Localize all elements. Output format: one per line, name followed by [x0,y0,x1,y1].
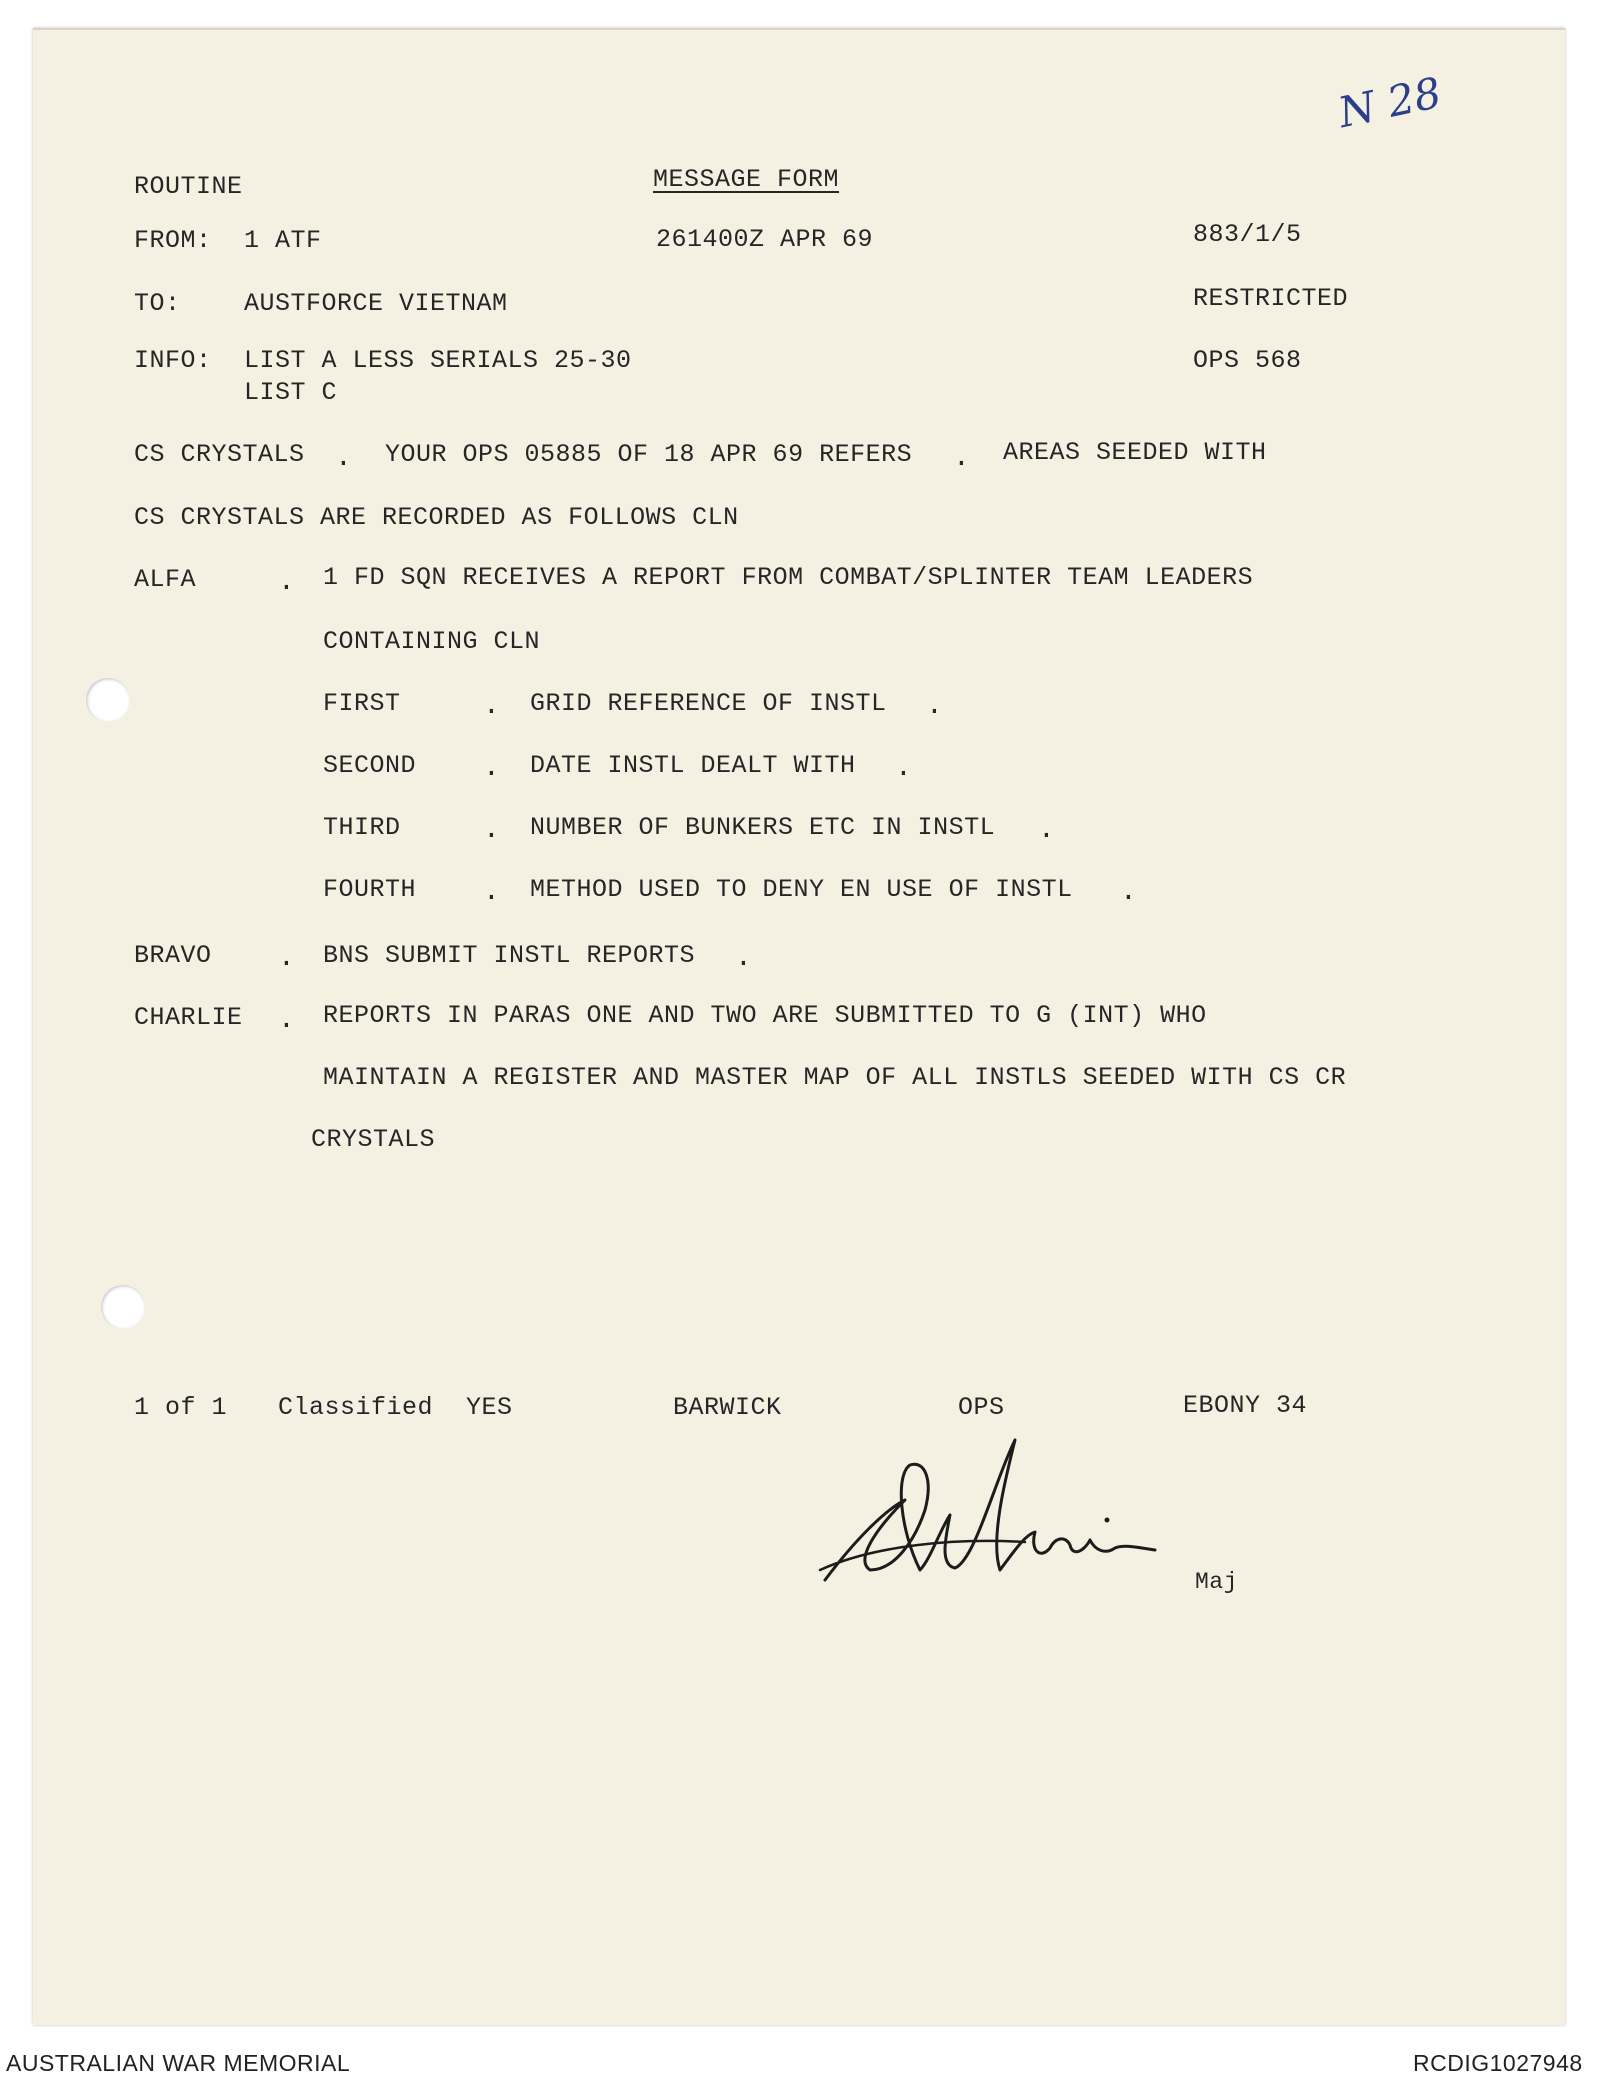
info-label: INFO: [134,346,212,375]
separator-dot: . [1120,877,1137,908]
reference-line: YOUR OPS 05885 OF 18 APR 69 REFERS [385,440,913,469]
separator-dot: . [735,943,752,974]
classified-value: YES [466,1393,513,1422]
item-third-label: THIRD [323,813,401,842]
separator-dot: . [953,443,970,474]
signature [815,1420,1175,1600]
item-third-text: NUMBER OF BUNKERS ETC IN INSTL [530,813,996,842]
separator-dot: . [483,877,500,908]
separator-dot: . [278,567,295,598]
signatory-rank: Maj [1195,1569,1238,1595]
para-bravo-label: BRAVO [134,941,212,970]
para-alfa-line-2: CONTAINING CLN [323,627,541,656]
para-charlie-line-1: REPORTS IN PARAS ONE AND TWO ARE SUBMITTED TO G (INT) WHO [323,1001,1207,1030]
separator-dot: . [335,443,352,474]
para-bravo-text: BNS SUBMIT INSTL REPORTS [323,941,696,970]
to-label: TO: [134,289,181,318]
subject: CS CRYSTALS [134,440,305,469]
info-line-1: LIST A LESS SERIALS 25-30 [244,346,632,375]
separator-dot: . [926,691,943,722]
item-first-text: GRID REFERENCE OF INSTL [530,689,887,718]
item-first-label: FIRST [323,689,401,718]
file-reference: 883/1/5 [1193,220,1302,249]
item-fourth-text: METHOD USED TO DENY EN USE OF INSTL [530,875,1073,904]
page-count: 1 of 1 [134,1393,228,1422]
para-charlie-line-3: CRYSTALS [311,1125,436,1154]
punch-hole [101,1285,145,1329]
item-second-label: SECOND [323,751,417,780]
para-charlie-line-2: MAINTAIN A REGISTER AND MASTER MAP OF ALL INSTLS SEEDED WITH CS CR [323,1063,1347,1092]
para-alfa-label: ALFA [134,565,197,594]
form-title: MESSAGE FORM [653,165,840,194]
item-fourth-label: FOURTH [323,875,417,904]
originator-name: BARWICK [673,1393,782,1422]
classified-label: Classified [278,1393,434,1422]
info-line-2: LIST C [244,378,338,407]
separator-dot: . [483,691,500,722]
separator-dot: . [1038,815,1055,846]
classification: RESTRICTED [1193,284,1349,313]
para-charlie-label: CHARLIE [134,1003,243,1032]
separator-dot: . [483,753,500,784]
archive-catalogue-id: RCDIG1027948 [1413,2050,1583,2076]
intro-line: CS CRYSTALS ARE RECORDED AS FOLLOWS CLN [134,503,739,532]
para-alfa-line-1: 1 FD SQN RECEIVES A REPORT FROM COMBAT/SPLINTER TEAM LEADERS [323,563,1254,592]
punch-hole [86,678,130,722]
separator-dot: . [483,815,500,846]
archive-institution: AUSTRALIAN WAR MEMORIAL [6,2050,351,2076]
areas-seeded-text: AREAS SEEDED WITH [1003,438,1267,467]
precedence: ROUTINE [134,172,243,201]
ops-reference: OPS 568 [1193,346,1302,375]
date-time-group: 261400Z APR 69 [656,225,874,254]
separator-dot: . [895,753,912,784]
handwritten-reference: N 28 [1334,67,1446,138]
from-label: FROM: [134,226,212,255]
separator-dot: . [278,943,295,974]
to-value: AUSTFORCE VIETNAM [244,289,508,318]
phone-extension: EBONY 34 [1183,1391,1308,1420]
from-value: 1 ATF [244,226,322,255]
separator-dot: . [278,1005,295,1036]
item-second-text: DATE INSTL DEALT WITH [530,751,856,780]
originator-branch: OPS [958,1393,1005,1422]
message-form-sheet [33,28,1565,2025]
